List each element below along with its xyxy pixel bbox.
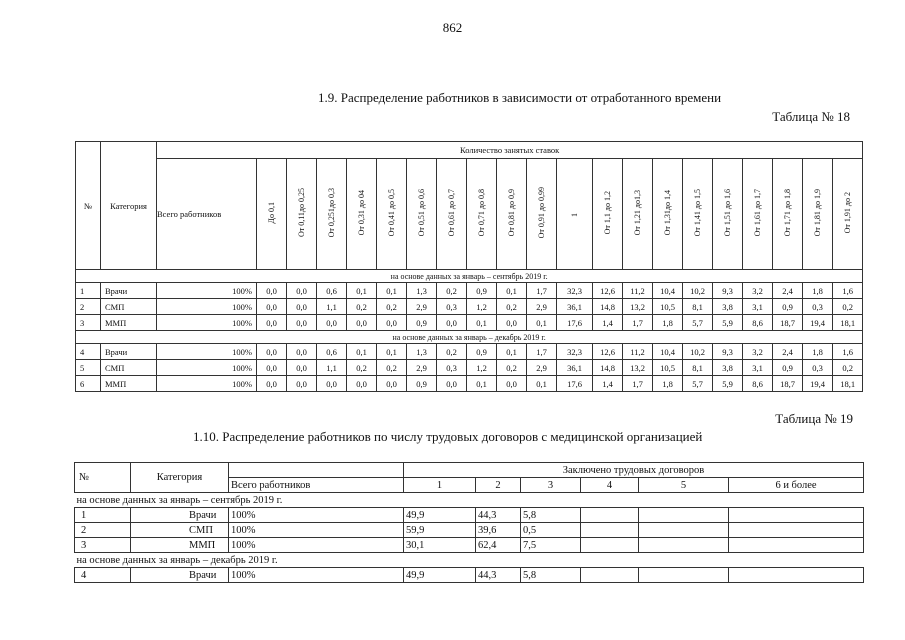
cell-value: 0,0 <box>437 315 467 331</box>
cell-value: 18,7 <box>773 376 803 392</box>
cell-value: 0,2 <box>497 360 527 376</box>
cell-value: 17,6 <box>557 315 593 331</box>
cell-value: 13,2 <box>623 299 653 315</box>
row-number: 1 <box>75 508 131 523</box>
row-number: 5 <box>76 360 101 376</box>
cell-value: 1,3 <box>407 344 437 360</box>
cell-value: 0,9 <box>467 283 497 299</box>
cell-value: 36,1 <box>557 299 593 315</box>
cell-value: 11,2 <box>623 283 653 299</box>
cell-value: 0,9 <box>407 315 437 331</box>
column-header <box>833 159 863 270</box>
section-row <box>76 270 863 283</box>
cell-value: 0,1 <box>467 376 497 392</box>
t19-column-header: 1 <box>404 478 476 493</box>
cell-value: 1,7 <box>527 283 557 299</box>
column-header-label: От 0,71 до 0,8 <box>477 189 486 237</box>
cell-value: 1,8 <box>803 344 833 360</box>
cell-value: 3,8 <box>713 299 743 315</box>
table-row <box>76 315 863 331</box>
column-header <box>653 159 683 270</box>
cell-value: 59,9 <box>404 523 476 538</box>
cell-value: 12,6 <box>593 344 623 360</box>
t19-column-header: 4 <box>581 478 639 493</box>
row-total: 100% <box>157 376 257 392</box>
cell-value: 10,2 <box>683 344 713 360</box>
column-header-label: От 0,91 до 0,99 <box>537 187 546 239</box>
cell-value: 2,9 <box>407 299 437 315</box>
table-row <box>75 523 864 538</box>
cell-value: 19,4 <box>803 315 833 331</box>
t19-column-header: 6 и более <box>729 478 864 493</box>
cell-value: 32,3 <box>557 283 593 299</box>
t19-header-no: № <box>75 463 131 493</box>
row-number: 6 <box>76 376 101 392</box>
cell-value: 11,2 <box>623 344 653 360</box>
header-group: Количество занятых ставок <box>157 142 863 159</box>
cell-value: 10,4 <box>653 283 683 299</box>
column-header-label: До 0,1 <box>267 202 276 224</box>
table-label-19: Таблица № 19 <box>775 411 853 426</box>
cell-value: 10,2 <box>683 283 713 299</box>
section-row <box>76 331 863 344</box>
cell-value: 1,8 <box>653 315 683 331</box>
cell-value: 36,1 <box>557 360 593 376</box>
cell-value: 2,9 <box>407 360 437 376</box>
cell-value: 0,3 <box>803 299 833 315</box>
cell-value: 8,1 <box>683 360 713 376</box>
row-total: 100% <box>229 538 404 553</box>
section-title-1-9: 1.9. Распределение работников в зависимости от отработанного времени <box>318 90 722 105</box>
cell-value: 5,8 <box>521 508 581 523</box>
column-header-label: От 1,41 до 1,5 <box>693 189 702 237</box>
table-row <box>75 538 864 553</box>
section-row <box>75 553 864 568</box>
cell-value: 9,3 <box>713 283 743 299</box>
cell-value: 19,4 <box>803 376 833 392</box>
column-header <box>407 159 437 270</box>
cell-value: 0,0 <box>287 360 317 376</box>
cell-value: 0,0 <box>317 315 347 331</box>
row-number: 4 <box>75 568 131 583</box>
cell-value: 5,9 <box>713 315 743 331</box>
column-header <box>497 159 527 270</box>
row-number: 3 <box>76 315 101 331</box>
column-header <box>467 159 497 270</box>
cell-value: 1,3 <box>407 283 437 299</box>
cell-value: 12,6 <box>593 283 623 299</box>
cell-value: 0,0 <box>437 376 467 392</box>
section-label: на основе данных за январь – декабрь 2019 г. <box>76 331 863 344</box>
cell-value: 3,8 <box>713 360 743 376</box>
header-total: Всего работников <box>157 159 257 270</box>
cell-value: 7,5 <box>521 538 581 553</box>
cell-value: 0,0 <box>377 376 407 392</box>
row-category: ММП <box>131 538 229 553</box>
column-header-label: От 1,61 до 1,7 <box>753 189 762 237</box>
cell-value: 1,7 <box>623 315 653 331</box>
cell-value: 0,3 <box>803 360 833 376</box>
cell-value: 1,4 <box>593 376 623 392</box>
cell-value: 0,9 <box>407 376 437 392</box>
cell-value: 0,1 <box>377 283 407 299</box>
cell-value: 5,9 <box>713 376 743 392</box>
cell-value: 0,0 <box>257 360 287 376</box>
cell-value: 1,2 <box>467 299 497 315</box>
cell-value: 0,2 <box>833 299 863 315</box>
column-header <box>803 159 833 270</box>
cell-value: 10,4 <box>653 344 683 360</box>
cell-value: 8,6 <box>743 315 773 331</box>
cell-value: 0,0 <box>287 283 317 299</box>
cell-value: 1,7 <box>527 344 557 360</box>
cell-value <box>729 523 864 538</box>
row-number: 2 <box>76 299 101 315</box>
column-header <box>623 159 653 270</box>
cell-value: 14,8 <box>593 299 623 315</box>
table-row <box>76 299 863 315</box>
cell-value: 1,2 <box>467 360 497 376</box>
cell-value: 1,1 <box>317 299 347 315</box>
row-number: 4 <box>76 344 101 360</box>
section-title-1-10: 1.10. Распределение работников по числу трудовых договоров с медицинской организацией <box>193 429 703 444</box>
cell-value: 49,9 <box>404 508 476 523</box>
column-header <box>377 159 407 270</box>
cell-value: 49,9 <box>404 568 476 583</box>
cell-value: 18,1 <box>833 376 863 392</box>
cell-value: 0,1 <box>497 283 527 299</box>
row-number: 2 <box>75 523 131 538</box>
row-category: Врачи <box>131 568 229 583</box>
cell-value: 0,0 <box>287 299 317 315</box>
cell-value: 0,2 <box>347 360 377 376</box>
cell-value: 0,0 <box>347 315 377 331</box>
table-row <box>76 376 863 392</box>
cell-value: 0,2 <box>377 360 407 376</box>
cell-value: 0,2 <box>833 360 863 376</box>
cell-value <box>729 568 864 583</box>
cell-value: 32,3 <box>557 344 593 360</box>
column-header-label: От 0,81 до 0,9 <box>507 189 516 237</box>
cell-value <box>581 523 639 538</box>
cell-value: 3,2 <box>743 283 773 299</box>
row-category: Врачи <box>101 344 157 360</box>
table-18 <box>75 141 863 392</box>
cell-value: 10,5 <box>653 360 683 376</box>
cell-value: 5,7 <box>683 376 713 392</box>
cell-value: 0,0 <box>257 376 287 392</box>
column-header <box>557 159 593 270</box>
cell-value: 0,2 <box>497 299 527 315</box>
cell-value <box>639 508 729 523</box>
cell-value: 1,6 <box>833 283 863 299</box>
column-header-label: От 1,91 до 2 <box>843 192 853 234</box>
cell-value: 0,0 <box>287 315 317 331</box>
cell-value: 3,2 <box>743 344 773 360</box>
cell-value: 2,4 <box>773 344 803 360</box>
column-header-label: От 1,51 до 1,6 <box>723 189 732 237</box>
table-row <box>75 568 864 583</box>
cell-value: 18,7 <box>773 315 803 331</box>
cell-value: 0,1 <box>377 344 407 360</box>
row-total: 100% <box>229 523 404 538</box>
column-header-label: От 0,251до 0,3 <box>327 188 336 238</box>
column-header <box>593 159 623 270</box>
cell-value: 1,8 <box>803 283 833 299</box>
cell-value <box>639 538 729 553</box>
row-total: 100% <box>157 344 257 360</box>
cell-value: 2,4 <box>773 283 803 299</box>
table-19 <box>74 462 864 583</box>
cell-value: 0,3 <box>437 299 467 315</box>
table-label-18: Таблица № 18 <box>772 109 850 124</box>
cell-value: 0,0 <box>257 315 287 331</box>
column-header-label: От 1,21 до1,3 <box>633 190 642 236</box>
cell-value <box>581 508 639 523</box>
header-no: № <box>76 142 101 270</box>
cell-value: 0,0 <box>317 376 347 392</box>
cell-value: 0,2 <box>377 299 407 315</box>
section-label: на основе данных за январь – сентябрь 2019 г. <box>76 270 863 283</box>
section-label: на основе данных за январь – сентябрь 2019 г. <box>75 493 864 508</box>
column-header <box>317 159 347 270</box>
row-total: 100% <box>157 315 257 331</box>
column-header-label: От 1,1 до 1,2 <box>603 191 612 235</box>
column-header-label: От 0,41 до 0,5 <box>387 189 396 237</box>
cell-value: 1,6 <box>833 344 863 360</box>
table-row <box>76 344 863 360</box>
section-label: на основе данных за январь – декабрь 2019 г. <box>75 553 864 568</box>
row-category: ММП <box>101 376 157 392</box>
cell-value: 1,4 <box>593 315 623 331</box>
cell-value: 0,1 <box>347 344 377 360</box>
cell-value: 0,0 <box>287 344 317 360</box>
cell-value <box>581 568 639 583</box>
cell-value: 0,1 <box>527 315 557 331</box>
cell-value: 0,0 <box>497 315 527 331</box>
cell-value: 1,8 <box>653 376 683 392</box>
cell-value: 0,3 <box>437 360 467 376</box>
table-row <box>75 508 864 523</box>
cell-value: 0,1 <box>497 344 527 360</box>
cell-value: 8,6 <box>743 376 773 392</box>
row-total: 100% <box>157 299 257 315</box>
cell-value <box>639 568 729 583</box>
cell-value: 0,9 <box>773 360 803 376</box>
header-category: Категория <box>101 142 157 270</box>
row-total: 100% <box>229 508 404 523</box>
row-category: СМП <box>101 360 157 376</box>
column-header-label: От 0,61 до 0,7 <box>447 189 456 237</box>
column-header <box>437 159 467 270</box>
cell-value: 0,0 <box>497 376 527 392</box>
cell-value: 0,2 <box>437 344 467 360</box>
cell-value: 3,1 <box>743 299 773 315</box>
cell-value: 0,0 <box>257 299 287 315</box>
cell-value: 5,7 <box>683 315 713 331</box>
row-category: ММП <box>101 315 157 331</box>
cell-value: 0,9 <box>467 344 497 360</box>
cell-value: 30,1 <box>404 538 476 553</box>
row-total: 100% <box>157 283 257 299</box>
cell-value: 8,1 <box>683 299 713 315</box>
column-header <box>257 159 287 270</box>
cell-value: 0,0 <box>257 344 287 360</box>
cell-value: 9,3 <box>713 344 743 360</box>
column-header-label: 1 <box>570 213 579 217</box>
cell-value: 17,6 <box>557 376 593 392</box>
column-header-label: От 0,11до 0,25 <box>297 188 306 238</box>
cell-value: 1,7 <box>623 376 653 392</box>
cell-value: 0,2 <box>347 299 377 315</box>
t19-column-header: 5 <box>639 478 729 493</box>
cell-value: 0,0 <box>287 376 317 392</box>
cell-value: 18,1 <box>833 315 863 331</box>
cell-value: 0,2 <box>437 283 467 299</box>
cell-value: 2,9 <box>527 299 557 315</box>
cell-value: 0,0 <box>377 315 407 331</box>
column-header <box>713 159 743 270</box>
cell-value: 0,1 <box>467 315 497 331</box>
cell-value: 0,1 <box>527 376 557 392</box>
cell-value: 14,8 <box>593 360 623 376</box>
column-header-label: От 1,31до 1,4 <box>663 190 672 236</box>
column-header <box>743 159 773 270</box>
cell-value <box>639 523 729 538</box>
t19-column-header: 2 <box>476 478 521 493</box>
cell-value <box>729 508 864 523</box>
section-row <box>75 493 864 508</box>
row-total: 100% <box>229 568 404 583</box>
cell-value: 13,2 <box>623 360 653 376</box>
cell-value: 0,9 <box>773 299 803 315</box>
t19-header-category: Категория <box>131 463 229 493</box>
cell-value: 10,5 <box>653 299 683 315</box>
cell-value: 3,1 <box>743 360 773 376</box>
column-header <box>683 159 713 270</box>
cell-value: 0,6 <box>317 344 347 360</box>
column-header <box>773 159 803 270</box>
cell-value: 62,4 <box>476 538 521 553</box>
column-header <box>347 159 377 270</box>
t19-column-header: 3 <box>521 478 581 493</box>
t19-header-group: Заключено трудовых договоров <box>404 463 864 478</box>
table-row <box>76 360 863 376</box>
cell-value: 5,8 <box>521 568 581 583</box>
cell-value: 0,6 <box>317 283 347 299</box>
page-number: 862 <box>442 20 463 35</box>
column-header <box>527 159 557 270</box>
cell-value <box>729 538 864 553</box>
column-header-label: От 0,51 до 0,6 <box>417 189 426 237</box>
column-header-label: От 0,31 до 04 <box>357 190 366 236</box>
cell-value: 2,9 <box>527 360 557 376</box>
column-header-label: От 1,81 до 1,9 <box>813 189 822 237</box>
row-category: СМП <box>101 299 157 315</box>
row-total: 100% <box>157 360 257 376</box>
cell-value: 0,0 <box>347 376 377 392</box>
row-category: Врачи <box>101 283 157 299</box>
row-category: СМП <box>131 523 229 538</box>
cell-value: 44,3 <box>476 568 521 583</box>
t19-header-total: Всего работников <box>229 478 404 493</box>
row-number: 1 <box>76 283 101 299</box>
cell-value <box>581 538 639 553</box>
column-header <box>287 159 317 270</box>
cell-value: 44,3 <box>476 508 521 523</box>
cell-value: 0,5 <box>521 523 581 538</box>
cell-value: 1,1 <box>317 360 347 376</box>
column-header-label: От 1,71 до 1,8 <box>783 189 792 237</box>
row-number: 3 <box>75 538 131 553</box>
row-category: Врачи <box>131 508 229 523</box>
cell-value: 0,1 <box>347 283 377 299</box>
table-row <box>76 283 863 299</box>
cell-value: 39,6 <box>476 523 521 538</box>
cell-value: 0,0 <box>257 283 287 299</box>
